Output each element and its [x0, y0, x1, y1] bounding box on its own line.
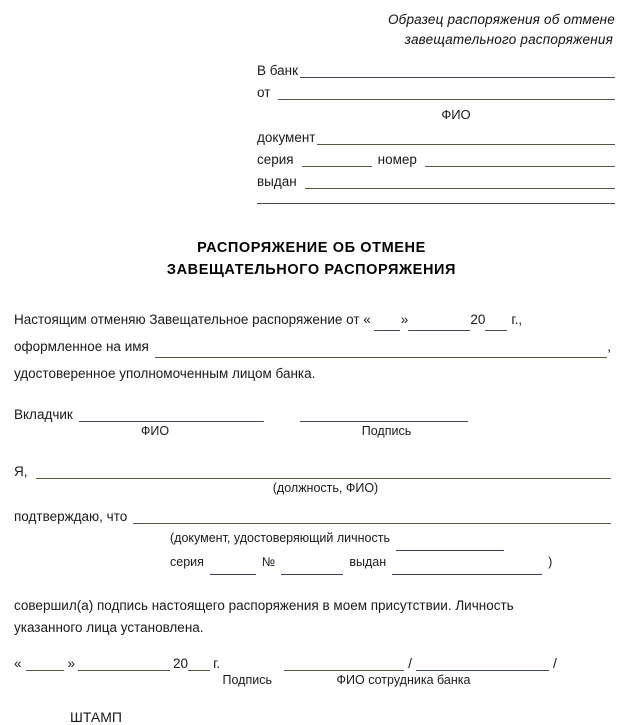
- certified-text: удостоверенное уполномоченным лицом банка.: [14, 366, 316, 382]
- confirm-label: подтверждаю, что: [14, 509, 128, 525]
- depositor-fio-input[interactable]: [79, 407, 264, 422]
- extra-input-line[interactable]: [257, 203, 615, 204]
- cancellation-paragraph: [14, 308, 611, 386]
- identity-series-label: серия: [170, 555, 204, 570]
- identity-doc-caption: (документ, удостоверяющий личность: [170, 531, 390, 546]
- final-year-input[interactable]: [188, 657, 210, 671]
- identity-number-input[interactable]: [281, 562, 343, 575]
- series-input-line[interactable]: [302, 152, 372, 167]
- closing-line-2: указанного лица установлена.: [14, 619, 204, 635]
- depositor-signature-input[interactable]: [300, 407, 468, 422]
- document-label: документ: [257, 130, 316, 146]
- number-input-line[interactable]: [425, 152, 615, 167]
- page-title: [0, 238, 623, 282]
- identity-document-block: [14, 527, 611, 575]
- slash-1: /: [408, 654, 412, 671]
- caption-line-1: Образец распоряжения об отмене: [387, 12, 615, 27]
- page-title-line-2: ЗАВЕЩАТЕЛЬНОГО РАСПОРЯЖЕНИЯ: [166, 261, 457, 278]
- stamp-label: ШТАМП: [70, 708, 122, 725]
- bank-employee-fio-input[interactable]: [416, 657, 549, 671]
- final-year-suffix: г.: [213, 655, 221, 671]
- bank-signature-input[interactable]: [284, 657, 404, 671]
- depositor-label: Вкладчик: [14, 407, 73, 423]
- document-body: [0, 308, 623, 725]
- final-year-prefix: 20: [173, 655, 189, 671]
- addressee-block: [257, 63, 615, 204]
- final-quote-open: «: [14, 655, 22, 671]
- identity-series-input[interactable]: [210, 562, 256, 575]
- depositor-row: [14, 407, 611, 422]
- issued-input-line[interactable]: [305, 174, 615, 189]
- identity-number-label: №: [261, 555, 276, 570]
- cancel-year-suffix: г.,: [511, 311, 523, 327]
- document-row: [257, 130, 615, 145]
- cancel-year-input[interactable]: [485, 317, 507, 331]
- officer-label: Я,: [14, 464, 28, 480]
- from-fio-caption: ФИО: [441, 107, 471, 123]
- drawn-up-input-line[interactable]: [155, 343, 607, 358]
- identity-issued-label: выдан: [349, 555, 387, 570]
- officer-position-fio-input[interactable]: [36, 464, 612, 479]
- page-title-line-1: РАСПОРЯЖЕНИЕ ОБ ОТМЕНЕ: [197, 240, 426, 257]
- from-label: от: [257, 85, 271, 101]
- bank-signature-captions: [14, 673, 611, 687]
- bank-input-line[interactable]: [300, 63, 615, 78]
- slash-2: /: [552, 654, 557, 671]
- officer-row: [14, 464, 611, 479]
- identity-doc-input[interactable]: [396, 538, 504, 551]
- final-quote-close: »: [67, 655, 76, 671]
- final-month-input[interactable]: [78, 657, 170, 671]
- number-label: номер: [377, 152, 417, 168]
- drawn-up-label: оформленное на имя: [14, 338, 149, 354]
- from-input-line[interactable]: [278, 85, 615, 100]
- quote-close-1: »: [400, 311, 409, 327]
- depositor-captions: [14, 424, 611, 438]
- drawn-up-row: [14, 335, 611, 358]
- final-day-input[interactable]: [26, 657, 64, 671]
- cancel-day-input[interactable]: [374, 317, 400, 331]
- bank-employee-fio-caption: ФИО сотрудника банка: [336, 672, 471, 687]
- identity-issued-input[interactable]: [392, 562, 542, 575]
- cancel-intro-text: Настоящим отменяю Завещательное распоряжение от «: [14, 311, 371, 327]
- issued-label: выдан: [257, 174, 297, 190]
- final-date-signature-row: [14, 655, 611, 671]
- drawn-up-comma: ,: [607, 338, 611, 354]
- confirm-person-input[interactable]: [133, 509, 611, 524]
- depositor-signature-caption: Подпись: [361, 424, 412, 439]
- confirm-row: [14, 509, 611, 524]
- bank-signature-caption: Подпись: [222, 672, 272, 687]
- closing-line-1: совершил(а) подпись настоящего распоряжения в моем присутствии. Личность: [14, 597, 514, 613]
- final-date-group: [14, 656, 220, 671]
- issued-row: [257, 174, 615, 189]
- cancel-year-prefix: 20: [470, 311, 486, 327]
- identity-series-row: [170, 551, 611, 575]
- bank-label: В банк: [257, 63, 299, 79]
- caption-line-2: завещательного распоряжения: [404, 31, 613, 47]
- cancel-date-row: [14, 308, 611, 331]
- series-label: серия: [257, 152, 294, 168]
- document-input-line[interactable]: [317, 130, 615, 145]
- closing-paragraph: [14, 595, 611, 639]
- bank-row: [257, 63, 615, 78]
- series-number-row: [257, 152, 615, 167]
- document-caption: [0, 0, 623, 49]
- identity-paren-close: ): [548, 555, 553, 570]
- officer-caption: (должность, ФИО): [272, 481, 379, 496]
- bank-signature-group: [284, 655, 561, 671]
- depositor-fio-caption: ФИО: [140, 424, 170, 439]
- from-row: [257, 85, 615, 100]
- cancel-month-input[interactable]: [408, 317, 470, 331]
- identity-doc-row: [170, 527, 611, 551]
